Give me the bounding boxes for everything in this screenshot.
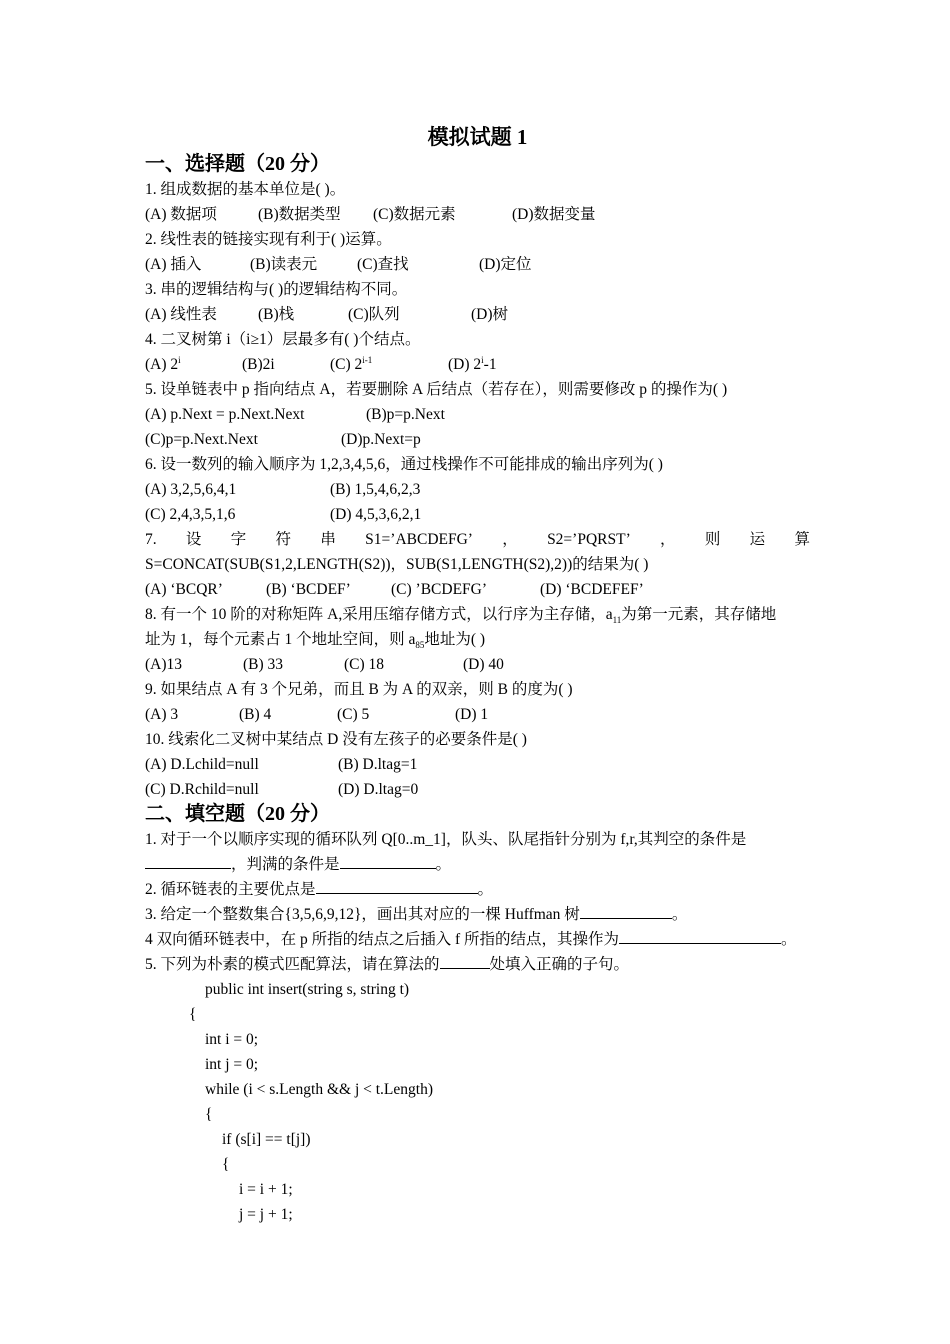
answer-blank[interactable] xyxy=(340,852,436,869)
option-b: (B)2i xyxy=(242,356,275,373)
exam-page xyxy=(145,122,810,1227)
question-7-options xyxy=(145,577,810,602)
fill-1-line2: ，判满的条件是 。 xyxy=(145,852,810,877)
question-3-options xyxy=(145,302,810,327)
option-c: (C) 18 xyxy=(344,656,385,673)
answer-blank[interactable] xyxy=(145,852,231,869)
option-d: (D) D.ltag=0 xyxy=(338,781,419,798)
option-a: (A) 2$^i$ xyxy=(145,354,181,373)
option-a: (A) 插入 xyxy=(145,256,202,273)
question-5-options-row1 xyxy=(145,402,810,427)
answer-blank[interactable] xyxy=(316,877,478,894)
code-line: { xyxy=(205,1106,213,1123)
question-7-stem-line2: S=CONCAT(SUB(S1,2,LENGTH(S2))，SUB(S1,LENGTH(S2),2))的结果为( ) xyxy=(145,556,649,573)
option-c: (C) 2,4,3,5,1,6 xyxy=(145,506,236,523)
question-5-stem: 5. 设单链表中 p 指向结点 A，若要删除 A 后结点（若存在），则需要修改 p 的操作为( ) xyxy=(145,381,728,398)
fill-1-line1: 1. 对于一个以顺序实现的循环队列 Q[0..m_1]，队头、队尾指针分别为 f,r,其判空的条件是 xyxy=(145,831,747,848)
question-8-options xyxy=(145,652,810,677)
option-b: (B)p=p.Next xyxy=(366,406,445,423)
option-a: (A) D.Lchild=null xyxy=(145,756,259,773)
section-choice-heading: 一、选择题（20 分） xyxy=(145,153,330,175)
option-c: (C)p=p.Next.Next xyxy=(145,431,258,448)
question-5-options-row2 xyxy=(145,427,810,452)
question-7-stem-line1: 7. 设 字 符 串 S1=’ABCDEFG’ ， S2=’PQRST’ ， 则 运 算 xyxy=(145,531,810,548)
option-d: (D) 1 xyxy=(455,706,489,723)
option-d: (D)数据变量 xyxy=(512,206,596,223)
option-a: (A)13 xyxy=(145,656,183,673)
option-a: (A) p.Next = p.Next.Next xyxy=(145,406,305,423)
option-c: (C) 2$^{i-1}$ xyxy=(330,354,373,373)
option-a: (A) 3,2,5,6,4,1 xyxy=(145,481,237,498)
code-line: int j = 0; xyxy=(205,1056,259,1073)
fill-3: 3. 给定一个整数集合{3,5,6,9,12}，画出其对应的一棵 Huffman 树 。 xyxy=(145,902,810,927)
code-line: int i = 0; xyxy=(205,1031,259,1048)
question-9-options xyxy=(145,702,810,727)
question-4-options xyxy=(145,352,810,377)
option-d: (D) 2$^i$-1 xyxy=(448,354,497,373)
code-line: i = i + 1; xyxy=(239,1181,293,1198)
fill-4: 4 双向循环链表中，在 p 所指的结点之后插入 f 所指的结点，其操作为 。 xyxy=(145,927,810,952)
option-d: (D) 40 xyxy=(463,656,504,673)
section-fill-heading: 二、填空题（20 分） xyxy=(145,803,330,825)
code-line: { xyxy=(189,1006,197,1023)
question-1-stem: 1. 组成数据的基本单位是( )。 xyxy=(145,181,346,198)
option-b: (B) D.ltag=1 xyxy=(338,756,418,773)
option-c: (C) 5 xyxy=(337,706,370,723)
question-6-options-row1 xyxy=(145,477,810,502)
question-9-stem: 9. 如果结点 A 有 3 个兄弟，而且 B 为 A 的双亲，则 B 的度为( ) xyxy=(145,681,573,698)
option-a: (A) 3 xyxy=(145,706,179,723)
option-d: (D) ‘BCDEFEF’ xyxy=(540,581,644,598)
option-b: (B) 1,5,4,6,2,3 xyxy=(330,481,421,498)
option-b: (B)读表元 xyxy=(250,256,318,273)
option-a: (A) 线性表 xyxy=(145,306,217,323)
question-2-options xyxy=(145,252,810,277)
question-6-options-row2 xyxy=(145,502,810,527)
question-1-options xyxy=(145,202,810,227)
fill-2: 2. 循环链表的主要优点是 。 xyxy=(145,877,810,902)
answer-blank[interactable] xyxy=(619,927,781,944)
code-line: if (s[i] == t[j]) xyxy=(222,1131,311,1148)
option-c: (C)数据元素 xyxy=(373,206,456,223)
code-line: while (i < s.Length && j < t.Length) xyxy=(205,1081,433,1098)
option-a: (A) 数据项 xyxy=(145,206,217,223)
option-c: (C)队列 xyxy=(348,306,400,323)
option-b: (B)数据类型 xyxy=(258,206,341,223)
option-b: (B) 33 xyxy=(243,656,284,673)
option-c: (C) D.Rchild=null xyxy=(145,781,259,798)
code-line: public int insert(string s, string t) xyxy=(205,981,410,998)
option-b: (B)栈 xyxy=(258,306,295,323)
fill-5: 5. 下列为朴素的模式匹配算法，请在算法的 处填入正确的子句。 xyxy=(145,952,810,977)
option-b: (B) ‘BCDEF’ xyxy=(266,581,351,598)
code-line: j = j + 1; xyxy=(239,1206,293,1223)
answer-blank[interactable] xyxy=(580,902,672,919)
answer-blank[interactable] xyxy=(440,952,490,969)
option-d: (D)p.Next=p xyxy=(341,431,421,448)
question-2-stem: 2. 线性表的链接实现有利于( )运算。 xyxy=(145,231,392,248)
option-a: (A) ‘BCQR’ xyxy=(145,581,223,598)
code-line: { xyxy=(222,1156,230,1173)
question-6-stem: 6. 设一数列的输入顺序为 1,2,3,4,5,6，通过栈操作不可能排成的输出序列为( ) xyxy=(145,456,663,473)
question-4-stem: 4. 二叉树第 i（i≥1）层最多有( )个结点。 xyxy=(145,331,421,348)
option-d: (D) 4,5,3,6,2,1 xyxy=(330,506,422,523)
question-10-stem: 10. 线索化二叉树中某结点 D 没有左孩子的必要条件是( ) xyxy=(145,731,527,748)
question-8-stem-line2: 址为 1，每个元素占 1 个地址空间，则 $a_{85}$地址为( ) xyxy=(145,631,486,651)
question-8-stem-line1: 8. 有一个 10 阶的对称矩阵 A,采用压缩存储方式，以行序为主存储，$a_{11}$为第一元素，其存储地 xyxy=(145,606,777,626)
option-d: (D)定位 xyxy=(479,256,532,273)
option-d: (D)树 xyxy=(471,306,509,323)
option-c: (C)查找 xyxy=(357,256,409,273)
question-3-stem: 3. 串的逻辑结构与( )的逻辑结构不同。 xyxy=(145,281,408,298)
option-c: (C) ’BCDEFG’ xyxy=(391,581,488,598)
option-b: (B) 4 xyxy=(239,706,272,723)
exam-title: 模拟试题 1 xyxy=(427,125,528,149)
question-10-options-row2 xyxy=(145,777,810,802)
question-10-options-row1 xyxy=(145,752,810,777)
